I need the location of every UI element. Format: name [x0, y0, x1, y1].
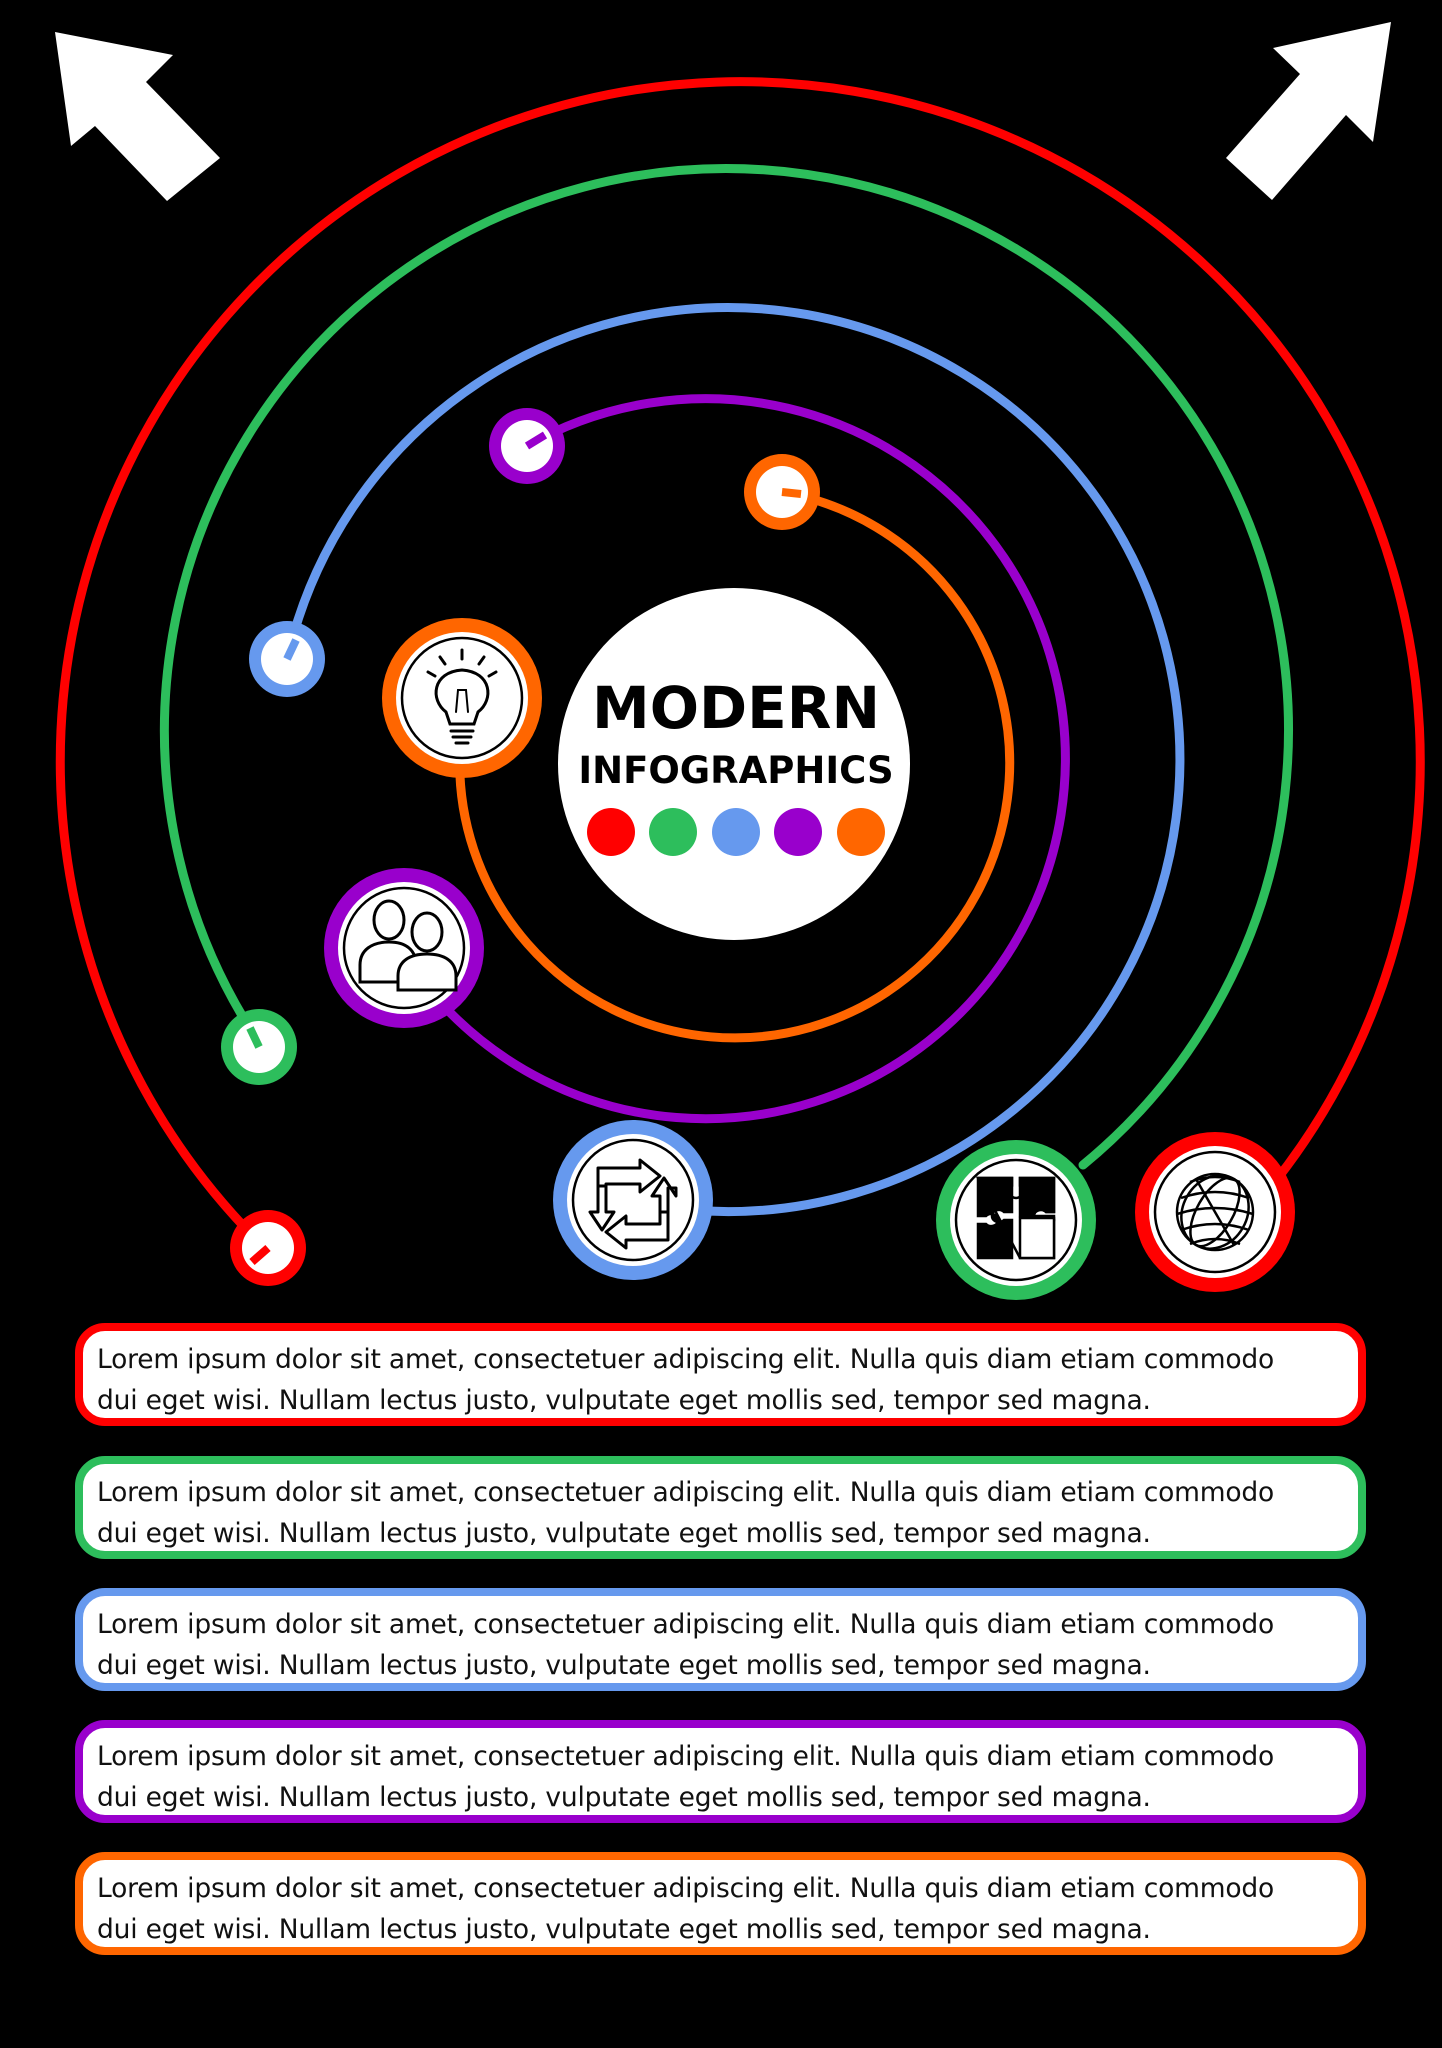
green-start-dot — [221, 1009, 297, 1085]
text-box-blue-line-1: Lorem ipsum dolor sit amet, consectetuer adipiscing elit. Nulla quis diam etiam commodo — [97, 1609, 1274, 1640]
text-box-purple — [75, 1720, 1366, 1823]
text-box-red-line-1: Lorem ipsum dolor sit amet, consectetuer adipiscing elit. Nulla quis diam etiam commodo — [97, 1344, 1274, 1375]
red-color-dot — [587, 808, 635, 856]
text-box-orange-line-1: Lorem ipsum dolor sit amet, consectetuer adipiscing elit. Nulla quis diam etiam commodo — [97, 1873, 1274, 1904]
red-icon-badge — [1135, 1132, 1295, 1292]
text-box-green — [75, 1456, 1366, 1559]
arrow-up-right-icon — [1226, 22, 1391, 200]
text-box-blue — [75, 1588, 1366, 1691]
text-box-orange-line-2: dui eget wisi. Nullam lectus justo, vulputate eget mollis sed, tempor sed magna. — [97, 1914, 1151, 1945]
green-icon-badge — [936, 1140, 1096, 1300]
text-box-purple-line-1: Lorem ipsum dolor sit amet, consectetuer adipiscing elit. Nulla quis diam etiam commodo — [97, 1741, 1274, 1772]
text-box-orange — [75, 1852, 1366, 1955]
purple-start-dot — [489, 408, 565, 484]
text-box-red — [75, 1323, 1366, 1426]
text-box-blue-line-2: dui eget wisi. Nullam lectus justo, vulputate eget mollis sed, tempor sed magna. — [97, 1650, 1151, 1681]
blue-start-dot — [249, 621, 325, 697]
green-color-dot — [649, 808, 697, 856]
orange-color-dot — [837, 808, 885, 856]
red-start-dot — [230, 1210, 306, 1286]
title-line-1: MODERN — [592, 674, 880, 742]
text-box-purple-line-2: dui eget wisi. Nullam lectus justo, vulputate eget mollis sed, tempor sed magna. — [97, 1782, 1151, 1813]
text-box-green-line-2: dui eget wisi. Nullam lectus justo, vulputate eget mollis sed, tempor sed magna. — [97, 1518, 1151, 1549]
orange-icon-badge — [382, 618, 542, 778]
text-box-red-line-2: dui eget wisi. Nullam lectus justo, vulputate eget mollis sed, tempor sed magna. — [97, 1385, 1151, 1416]
blue-color-dot — [712, 808, 760, 856]
purple-color-dot — [774, 808, 822, 856]
blue-icon-badge — [553, 1120, 713, 1280]
orange-start-dot — [744, 454, 820, 530]
text-box-green-line-1: Lorem ipsum dolor sit amet, consectetuer adipiscing elit. Nulla quis diam etiam commodo — [97, 1477, 1274, 1508]
arrow-up-left-icon — [55, 32, 220, 201]
title-line-2: INFOGRAPHICS — [578, 749, 894, 792]
purple-icon-badge — [324, 868, 484, 1028]
